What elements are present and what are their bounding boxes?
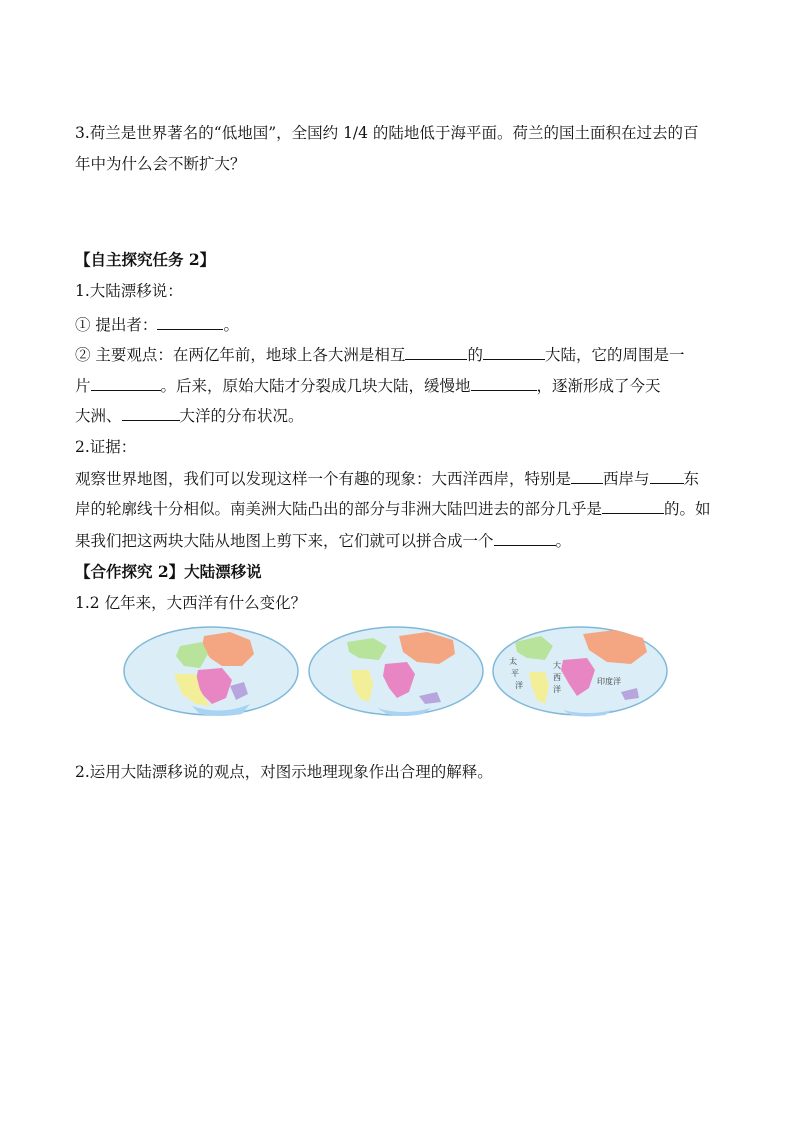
- atlantic-label-1: 大: [553, 661, 561, 670]
- proposer-blank[interactable]: [157, 314, 223, 330]
- coop2-question-1: 1.2 亿年来，大西洋有什么变化？: [75, 594, 307, 612]
- indian-label-3: 洋: [613, 677, 621, 686]
- viewpoint-text: ，逐渐形成了今天: [536, 377, 661, 395]
- viewpoint-text: 大洲、: [75, 407, 122, 425]
- viewpoint-text: ② 主要观点：在两亿年前，地球上各大洲是相互: [75, 346, 406, 364]
- evidence-text: 东: [683, 470, 700, 488]
- q3-line-1: 3.荷兰是世界著名的“低地国”，全国约 1/4 的陆地低于海平面。荷兰的国土面积在过去的百: [75, 124, 699, 142]
- blank-ocean[interactable]: [91, 375, 161, 391]
- evidence-item: 2.证据：: [75, 438, 137, 456]
- proposer-suffix: 。: [223, 316, 239, 334]
- atlantic-label-2: 西: [553, 673, 561, 682]
- blank-whole[interactable]: [494, 530, 556, 546]
- viewpoint-text: 大陆，它的周围是一: [544, 346, 685, 364]
- q3-line-2: 年中为什么会不断扩大？: [75, 155, 246, 173]
- evidence-text: 的。如: [664, 500, 711, 518]
- viewpoint-text: 的: [467, 346, 483, 364]
- blank-match[interactable]: [602, 498, 664, 514]
- world-map-early: [122, 624, 300, 718]
- viewpoint-line-3: [75, 405, 304, 426]
- viewpoint-line-1: [75, 344, 684, 365]
- continental-drift-item: 1.大陆漂移说：: [75, 282, 183, 300]
- world-map-middle: [307, 624, 485, 718]
- continental-drift-maps: [122, 624, 670, 718]
- blank-ocean-count[interactable]: [122, 405, 180, 421]
- evidence-text: 岸的轮廓线十分相似。南美洲大陆凸出的部分与非洲大陆凹进去的部分几乎是: [75, 500, 603, 518]
- blank-east-coast[interactable]: [650, 468, 684, 484]
- indian-label-2: 度: [605, 677, 613, 686]
- pacific-label-1: 太: [509, 657, 517, 666]
- world-map-present: [491, 624, 669, 718]
- evidence-text: 西岸与: [603, 470, 650, 488]
- blank-relation[interactable]: [405, 344, 467, 360]
- blank-continent[interactable]: [483, 344, 545, 360]
- pacific-label-3: 洋: [515, 681, 523, 690]
- coop2-question-2: 2.运用大陆漂移说的观点，对图示地理现象作出合理的解释。: [75, 763, 493, 781]
- evidence-text: 果我们把这两块大陆从地图上剪下来，它们就可以拼合成一个: [75, 532, 494, 550]
- blank-drift[interactable]: [471, 375, 537, 391]
- evidence-line-2: [75, 498, 711, 519]
- coop2-heading: 【合作探究 2】大陆漂移说: [75, 562, 262, 581]
- task2-heading: 【自主探究任务 2】: [75, 250, 216, 269]
- pacific-label-2: 平: [511, 669, 519, 678]
- indian-label-1: 印: [597, 677, 605, 686]
- atlantic-label-3: 洋: [553, 685, 561, 694]
- proposer-label: ① 提出者：: [75, 316, 158, 334]
- viewpoint-text: 。后来，原始大陆才分裂成几块大陆，缓慢地: [160, 377, 471, 395]
- viewpoint-text: 大洋的分布状况。: [179, 407, 304, 425]
- proposer-line: [75, 314, 239, 335]
- evidence-text: 观察世界地图，我们可以发现这样一个有趣的现象：大西洋西岸，特别是: [75, 470, 572, 488]
- viewpoint-line-2: [75, 375, 661, 396]
- viewpoint-text: 片: [75, 377, 91, 395]
- evidence-text: 。: [555, 532, 572, 550]
- evidence-line-1: [75, 468, 699, 489]
- blank-west-coast[interactable]: [571, 468, 603, 484]
- evidence-line-3: [75, 530, 571, 551]
